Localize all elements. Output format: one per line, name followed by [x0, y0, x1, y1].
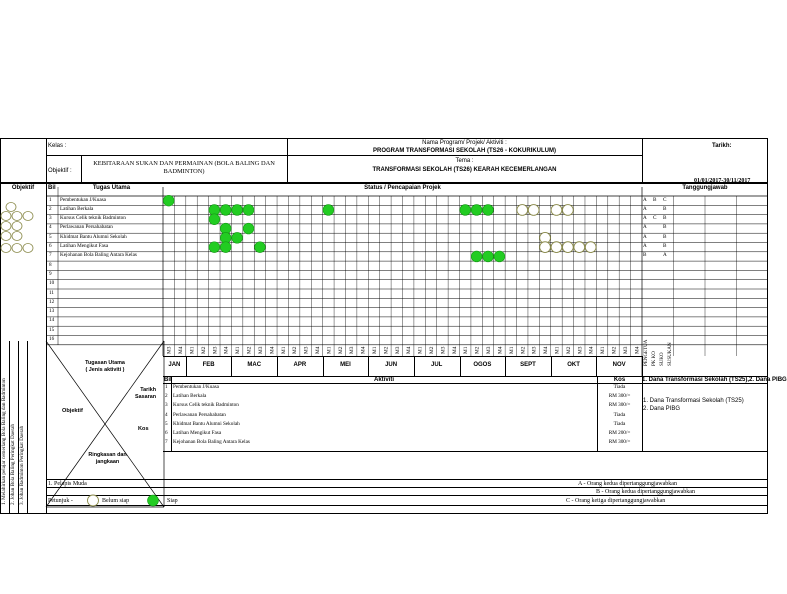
act-kos: RM 300/= — [608, 393, 631, 400]
week-label: M3 — [257, 346, 264, 354]
belum-siap-mark — [540, 242, 551, 253]
task-no: 2 — [49, 205, 52, 212]
siap-mark — [255, 242, 266, 253]
week-label: M2 — [292, 346, 299, 354]
diagram-tugas: Tugasan Utama ( Jenis aktiviti ) — [85, 360, 125, 373]
week-label: M3 — [166, 346, 173, 354]
month-label: FEB — [202, 362, 215, 368]
task-no: 14 — [49, 317, 55, 324]
resp-header: SUKO — [660, 352, 665, 366]
resp-header: PK KO — [652, 351, 657, 366]
task-no: 15 — [49, 326, 55, 333]
siap-label: Siap — [167, 498, 178, 504]
week-label: M3 — [486, 346, 493, 354]
week-label: M2 — [429, 346, 436, 354]
siap-mark — [209, 242, 220, 253]
tema-name: TRANSFORMASI SEKOLAH (TS26) KEARAH KECEMERLANGAN — [372, 167, 557, 173]
week-label: M4 — [360, 346, 367, 354]
week-label: M4 — [543, 346, 550, 354]
col-tugas: Tugas Utama — [92, 185, 131, 191]
task-name: Kejohanan Bola Baling Antara Kelas — [60, 252, 137, 259]
act-kos: Tiada — [613, 411, 626, 418]
belum-label: Belum siap — [102, 498, 130, 504]
task-no: 5 — [49, 233, 52, 240]
act-no: 4 — [165, 411, 168, 418]
belum-siap-mark — [517, 205, 528, 216]
act-kos: RM 200/= — [608, 430, 631, 436]
task-resp: B — [663, 205, 667, 212]
task-resp: B — [653, 196, 657, 203]
catatan-1: 1. Dana Transformasi Sekolah (TS25) — [643, 398, 744, 404]
act-bil-head: Bil — [164, 377, 172, 383]
task-resp: A — [663, 252, 667, 259]
task-resp: A — [643, 224, 647, 231]
task-resp: A — [643, 243, 647, 249]
tema-label: Tema : — [455, 158, 474, 164]
week-label: M4 — [634, 346, 641, 354]
program-label: Nama Program/ Projek/ Aktiviti : — [422, 140, 507, 146]
belum-siap-mark — [551, 205, 562, 216]
week-label: M1 — [371, 346, 378, 354]
catatan-2: 2. Dana PIBG — [643, 406, 681, 412]
siap-mark — [471, 251, 482, 262]
week-label: M1 — [417, 346, 424, 354]
act-kos: Tiada — [613, 420, 626, 427]
week-label: M3 — [349, 346, 356, 354]
siap-icon — [146, 494, 160, 507]
act-name: Perlawanan Persahabatan — [173, 411, 226, 418]
week-label: M2 — [337, 346, 344, 354]
week-label: M1 — [326, 346, 333, 354]
legend-c: C - Orang ketiga dipertanggungjawabkan — [566, 498, 666, 504]
task-name: Khidmat Bantu Alumni Sekolah — [60, 233, 127, 240]
diagram-kos: Kos — [138, 426, 149, 432]
act-name: Pembentukan J/Kuasa — [173, 384, 219, 390]
belum-siap-mark — [551, 242, 562, 253]
belum-siap-mark — [562, 242, 573, 253]
siap-mark — [483, 205, 494, 216]
act-no: 6 — [165, 430, 168, 436]
siap-mark — [220, 205, 231, 216]
act-name: Khidmat Bantu Alumni Sekolah — [173, 420, 240, 427]
siap-mark — [220, 242, 231, 253]
act-name: Latihan Berkala — [173, 393, 207, 400]
month-label: JUN — [385, 362, 398, 368]
objektif-bubbles — [0, 196, 46, 256]
task-no: 7 — [49, 252, 52, 259]
col-objektif: Objektif — [11, 185, 35, 191]
diagram-tarikh: Tarikh Sasaran — [135, 387, 156, 400]
week-label: M3 — [577, 346, 584, 354]
task-no: 10 — [49, 280, 55, 287]
week-label: M3 — [394, 346, 401, 354]
act-no: 7 — [165, 439, 168, 446]
belum-siap-icon — [86, 494, 100, 507]
week-label: M1 — [235, 346, 242, 354]
siap-mark — [243, 205, 254, 216]
col-status: Status / Pencapaian Projek — [364, 185, 441, 191]
week-label: M3 — [440, 346, 447, 354]
week-label: M1 — [280, 346, 287, 354]
task-name: Pembentukan J/Kuasa — [60, 196, 106, 203]
resp-header: SUSUKAN — [668, 342, 673, 366]
siap-mark — [471, 205, 482, 216]
belum-siap-mark — [562, 205, 573, 216]
task-resp: B — [663, 215, 667, 222]
month-label: OGOS — [473, 362, 492, 368]
siap-mark — [323, 205, 334, 216]
petunjuk: Petunjuk - — [48, 498, 73, 504]
activity-title: KEBITARAAN SUKAN DAN PERMAINAN (BOLA BALING DAN BADMINTON) — [93, 160, 275, 175]
task-no: 9 — [49, 270, 52, 277]
week-label: M3 — [212, 346, 219, 354]
pelapis: 1. Pelapis Muda — [48, 481, 87, 487]
task-resp: B — [663, 243, 667, 249]
task-name: Latihan Berkala — [60, 205, 94, 212]
week-label: M2 — [383, 346, 390, 354]
objektif-3: 3. Johan Badminton Peringkat Daerah — [19, 425, 25, 505]
week-label: M2 — [611, 346, 618, 354]
siap-mark — [209, 214, 220, 225]
siap-mark — [460, 205, 471, 216]
resp-header: PENGETUA — [644, 339, 649, 366]
legend-b: B - Orang kedua dipertanggungjawabkan — [596, 489, 695, 495]
objektif-1: 1. Melahirkan pelajar cemerlang Bola Baling dan Badminton — [1, 378, 7, 505]
task-resp: B — [643, 252, 647, 259]
belum-siap-mark — [585, 242, 596, 253]
act-kos: RM 300/= — [608, 439, 631, 446]
col-tanggung: Tanggungjawab — [682, 185, 728, 191]
week-label: M2 — [200, 346, 207, 354]
month-label: NOV — [612, 362, 626, 368]
week-label: M4 — [588, 346, 595, 354]
siap-mark — [243, 223, 254, 234]
task-resp: A — [643, 215, 647, 222]
task-no: 12 — [49, 298, 55, 305]
diagram-ringkasan: Ringkasan dan jangkaan — [88, 452, 127, 465]
belum-siap-mark — [528, 205, 539, 216]
week-label: M1 — [463, 346, 470, 354]
tarikh-label: Tarikh: — [712, 143, 732, 149]
act-no: 5 — [165, 420, 168, 427]
week-label: M3 — [303, 346, 310, 354]
week-label: M1 — [554, 346, 561, 354]
act-aktiviti-head: Aktiviti — [373, 377, 394, 383]
week-label: M3 — [531, 346, 538, 354]
month-label: SEPT — [520, 362, 536, 368]
belum-siap-mark — [574, 242, 585, 253]
task-no: 3 — [49, 215, 52, 222]
month-label: MEI — [340, 362, 351, 368]
act-catatan-head: 1. Dana Transformasi Sekolah (TS25),2. Dana PIBG — [642, 377, 787, 383]
diagram-objektif: Objektif — [62, 408, 83, 414]
week-label: M4 — [314, 346, 321, 354]
task-resp: A — [643, 205, 647, 212]
week-label: M4 — [497, 346, 504, 354]
act-name: Latihan Mengikut Fasa — [173, 430, 222, 436]
act-name: Kejohanan Bola Baling Antara Kelas — [173, 439, 250, 446]
week-label: M4 — [223, 346, 230, 354]
month-label: JAN — [168, 362, 181, 368]
act-kos: Tiada — [613, 384, 626, 390]
week-label: M2 — [520, 346, 527, 354]
task-no: 11 — [49, 289, 54, 296]
month-label: MAC — [247, 362, 262, 368]
task-name: Latihan Mengikut Fasa — [60, 243, 109, 249]
task-no: 13 — [49, 308, 55, 315]
siap-mark — [232, 205, 243, 216]
act-kos: RM 300/= — [608, 402, 631, 409]
legend-a: A - Orang kedua dipertanggungjawabkan — [578, 481, 677, 487]
month-label: APR — [293, 362, 307, 368]
week-label: M2 — [246, 346, 253, 354]
task-name: Perlawanan Persahabatan — [60, 224, 113, 231]
objektif-label: Objektif : — [48, 168, 72, 174]
act-no: 1 — [165, 384, 168, 390]
week-label: M4 — [406, 346, 413, 354]
task-resp: A — [643, 233, 647, 240]
task-resp: C — [653, 215, 657, 222]
task-no: 16 — [49, 336, 55, 342]
month-label: JUL — [431, 362, 443, 368]
task-resp: B — [663, 224, 667, 231]
week-label: M4 — [178, 346, 185, 354]
week-label: M2 — [565, 346, 572, 354]
program-name: PROGRAM TRANSFORMASI SEKOLAH (TS26 - KOKURIKULUM) — [373, 148, 556, 154]
week-label: M1 — [508, 346, 515, 354]
week-label: M3 — [622, 346, 629, 354]
col-bil: Bil — [48, 185, 56, 191]
siap-mark — [232, 232, 243, 243]
week-label: M4 — [451, 346, 458, 354]
act-kos-head: Kos — [613, 377, 626, 383]
siap-mark — [494, 251, 505, 262]
objektif-2: 2. Johan Bola Baling Peringkat Daerah — [10, 424, 16, 505]
task-resp: C — [663, 196, 667, 203]
kelas-label: Kelas : — [48, 143, 67, 149]
act-no: 3 — [165, 402, 168, 409]
month-label: OKT — [567, 362, 580, 368]
task-name: Kursus Celik teknik Badminton — [60, 215, 126, 222]
task-no: 6 — [49, 243, 52, 249]
week-label: M4 — [269, 346, 276, 354]
tarikh-value: 01/01/2017-30/11/2017 — [694, 178, 751, 184]
task-no: 4 — [49, 224, 52, 231]
week-label: M2 — [474, 346, 481, 354]
week-label: M1 — [189, 346, 196, 354]
task-resp: B — [663, 233, 667, 240]
act-name: Kursus Celik teknik Badminton — [173, 402, 239, 409]
siap-mark — [483, 251, 494, 262]
task-no: 8 — [49, 261, 52, 268]
task-no: 1 — [49, 196, 52, 203]
act-no: 2 — [165, 393, 168, 400]
siap-mark — [163, 195, 174, 206]
task-resp: A — [643, 196, 647, 203]
week-label: M1 — [600, 346, 607, 354]
